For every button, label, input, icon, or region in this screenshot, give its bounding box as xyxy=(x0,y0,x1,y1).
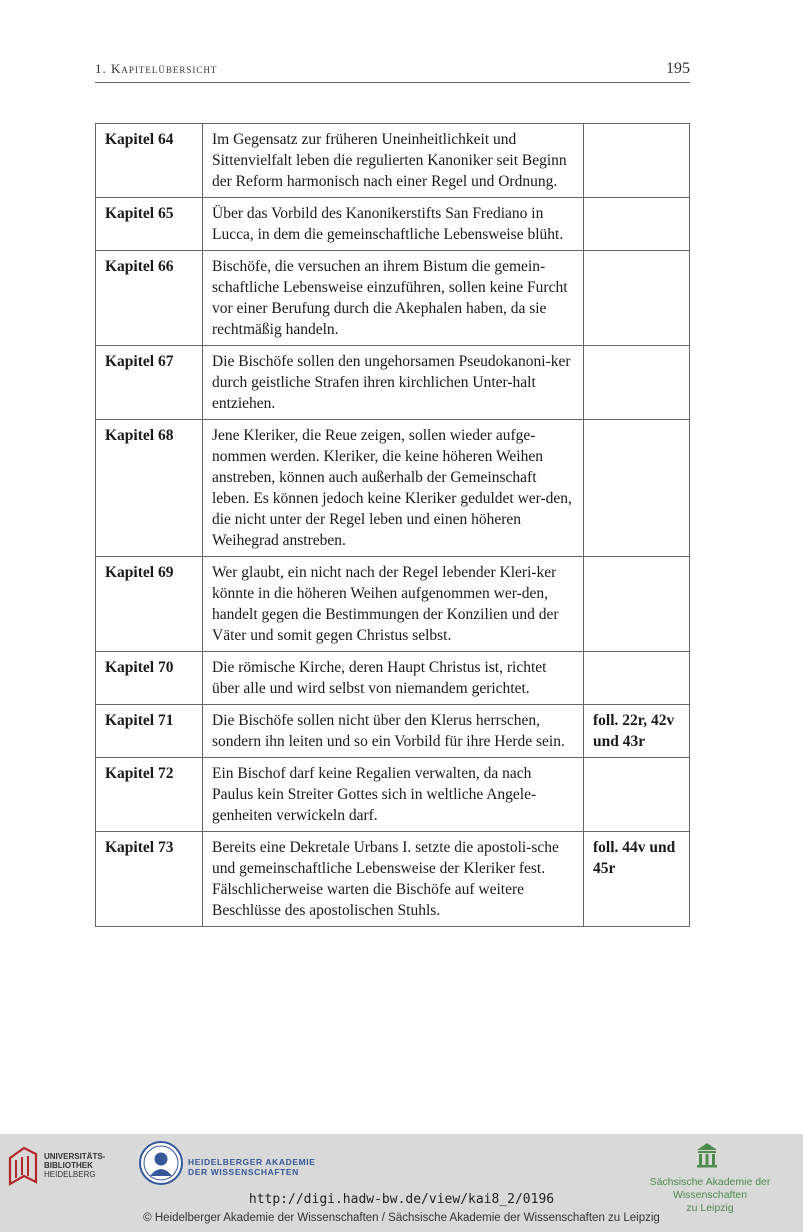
chapter-label: Kapitel 69 xyxy=(96,557,203,652)
ub-line-1: UNIVERSITÄTS- xyxy=(44,1152,106,1161)
folio-reference xyxy=(584,251,690,346)
folio-reference: foll. 44v und 45r xyxy=(584,832,690,927)
chapter-summary: Die Bischöfe sollen den ungehorsamen Pseudokanoni-ker durch geistliche Strafen ihren kirchlichen Unter-halt entziehen. xyxy=(203,346,584,420)
table-row xyxy=(96,124,690,198)
table-row xyxy=(96,832,690,927)
table-row xyxy=(96,705,690,758)
chapter-summary: Die Bischöfe sollen nicht über den Klerus herrschen, sondern ihn leiten und so ein Vorbild für ihre Herde sein. xyxy=(203,705,584,758)
chapter-label: Kapitel 70 xyxy=(96,652,203,705)
folio-reference: foll. 22r, 42v und 43r xyxy=(584,705,690,758)
chapter-label: Kapitel 68 xyxy=(96,420,203,557)
heidelberg-academy-logo[interactable] xyxy=(138,1140,338,1190)
permalink-url[interactable]: http://digi.hadw-bw.de/view/kai8_2/0196 xyxy=(248,1192,555,1207)
chapter-label: Kapitel 72 xyxy=(96,758,203,832)
chapter-summary: Ein Bischof darf keine Regalien verwalten, da nach Paulus kein Streiter Gottes sich in weltliche Angele-genheiten verwickeln darf. xyxy=(203,758,584,832)
folio-reference xyxy=(584,557,690,652)
table-row xyxy=(96,758,690,832)
chapter-summary: Über das Vorbild des Kanonikerstifts San Frediano in Lucca, in dem die gemeinschaftliche Lebensweise blüht. xyxy=(203,198,584,251)
chapter-label: Kapitel 65 xyxy=(96,198,203,251)
chapter-summary: Im Gegensatz zur früheren Uneinheitlichkeit und Sittenvielfalt leben die regulierten Kanoniker seit Beginn der Reform harmonisch nach einer Regel und Ordnung. xyxy=(203,124,584,198)
running-title: 1. Kapitelübersicht xyxy=(95,61,218,76)
folio-reference xyxy=(584,652,690,705)
table-row xyxy=(96,251,690,346)
chapter-summary: Jene Kleriker, die Reue zeigen, sollen wieder aufge-nommen werden. Kleriker, die keine höheren Weihen anstreben, können auch außerhalb der Gemeinschaft leben. Es können jedoch keine Kleriker geduldet wer-den, die nicht unter der Regel leben und einen höheren Weihegrad anstreben. xyxy=(203,420,584,557)
copyright-notice: © Heidelberger Akademie der Wissenschaften / Sächsische Akademie der Wissenschaften zu Leipzig xyxy=(143,1212,660,1224)
saw-line-1: Sächsische Akademie der Wissenschaften xyxy=(649,1176,771,1201)
chapter-label: Kapitel 64 xyxy=(96,124,203,198)
academy-text xyxy=(188,1157,316,1177)
saw-line-2: zu Leipzig xyxy=(686,1202,734,1214)
chapter-label: Kapitel 67 xyxy=(96,346,203,420)
page-number: 195 xyxy=(666,60,690,77)
table-row xyxy=(96,346,690,420)
folio-reference xyxy=(584,198,690,251)
table-row xyxy=(96,652,690,705)
ub-line-2: BIBLIOTHEK xyxy=(44,1161,93,1170)
chapter-summary: Wer glaubt, ein nicht nach der Regel lebender Kleri-ker könnte in die höheren Weihen aufgenommen wer-den, handelt gegen die Bestimmungen der Konzilien und der Väter und somit gegen Christus selbst. xyxy=(203,557,584,652)
chapter-label: Kapitel 66 xyxy=(96,251,203,346)
folio-reference xyxy=(584,420,690,557)
folio-reference xyxy=(584,758,690,832)
haw-line-2: DER WISSENSCHAFTEN xyxy=(188,1167,299,1177)
academy-seal-icon xyxy=(138,1140,184,1186)
table-row xyxy=(96,420,690,557)
university-library-mark-icon xyxy=(8,1144,38,1186)
haw-line-1: HEIDELBERGER AKADEMIE xyxy=(188,1157,316,1167)
table-row xyxy=(96,557,690,652)
chapter-summary: Die römische Kirche, deren Haupt Christus ist, richtet über alle und wird selbst von niemandem gerichtet. xyxy=(203,652,584,705)
university-library-logo[interactable] xyxy=(8,1144,128,1186)
saxon-academy-building-icon xyxy=(696,1142,718,1168)
folio-reference xyxy=(584,346,690,420)
ub-line-3: HEIDELBERG xyxy=(44,1170,96,1179)
chapter-summary: Bereits eine Dekretale Urbans I. setzte die apostoli-sche und gemeinschaftliche Lebensweise der Kleriker fest. Fälschlicherweise warten die Bischöfe auf weitere Beschlüsse des apostolischen Stuhls. xyxy=(203,832,584,927)
folio-reference xyxy=(584,124,690,198)
university-library-text xyxy=(44,1152,105,1179)
chapter-overview-table xyxy=(95,123,690,927)
chapter-label: Kapitel 71 xyxy=(96,705,203,758)
chapter-label: Kapitel 73 xyxy=(96,832,203,927)
page-header xyxy=(95,58,690,83)
chapter-summary: Bischöfe, die versuchen an ihrem Bistum die gemein-schaftliche Lebensweise einzuführen, sollen keine Furcht vor einer Berufung durch die Akephalen haben, da sie rechtmäßig handeln. xyxy=(203,251,584,346)
table-row xyxy=(96,198,690,251)
